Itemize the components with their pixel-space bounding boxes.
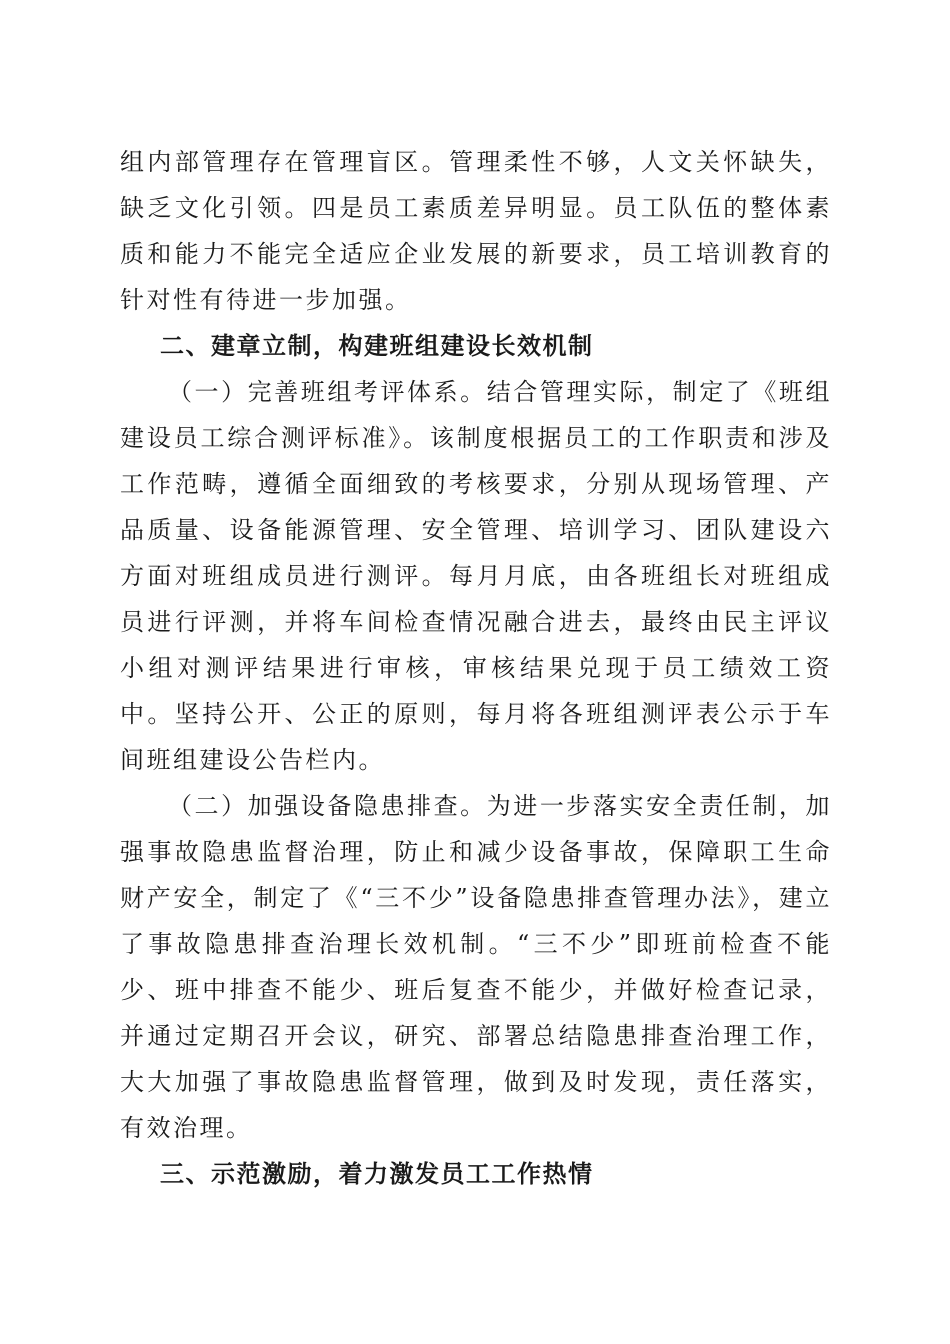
paragraph-section-2 [120,783,832,1151]
paragraph-section-1 [120,369,832,783]
document-body [120,139,832,1197]
section-heading-3: 三、示范激励，着力激发员工工作热情 [160,1160,594,1188]
section-1-body: 结合管理实际，制定了《班组建设员工综合测评标准》。该制度根据员工的工作职责和涉及工作范畴，遵循全面细致的考核要求，分别从现场管理、产品质量、设备能源管理、安全管理、培训学习、团队建设六方面对班组成员进行测评。每月月底，由各班组长对班组成员进行评测，并将车间检查情况融合进去，最终由民主评议小组对测评结果进行审核，审核结果兑现于员工绩效工资中。坚持公开、公正的原则，每月将各班组测评表公示于车间班组建设公告栏内。 [120,378,832,774]
section-2-body: 为进一步落实安全责任制，加强事故隐患监督治理，防止和减少设备事故，保障职工生命财产安全，制定了《“三不少”设备隐患排查管理办法》，建立了事故隐患排查治理长效机制。“三不少”即班前检查不能少、班中排查不能少、班后复查不能少，并做好检查记录，并通过定期召开会议，研究、部署总结隐患排查治理工作，大大加强了事故隐患监督管理，做到及时发现，责任落实，有效治理。 [120,792,832,1142]
paragraph-continued: 组内部管理存在管理盲区。管理柔性不够，人文关怀缺失，缺乏文化引领。四是员工素质差异明显。员工队伍的整体素质和能力不能完全适应企业发展的新要求，员工培训教育的针对性有待进一步加强。 [120,148,832,314]
section-1-title: （一）完善班组考评体系。 [168,378,487,406]
section-heading-2: 二、建章立制，构建班组建设长效机制 [160,332,594,360]
section-2-title: （二）加强设备隐患排查。 [168,792,487,820]
